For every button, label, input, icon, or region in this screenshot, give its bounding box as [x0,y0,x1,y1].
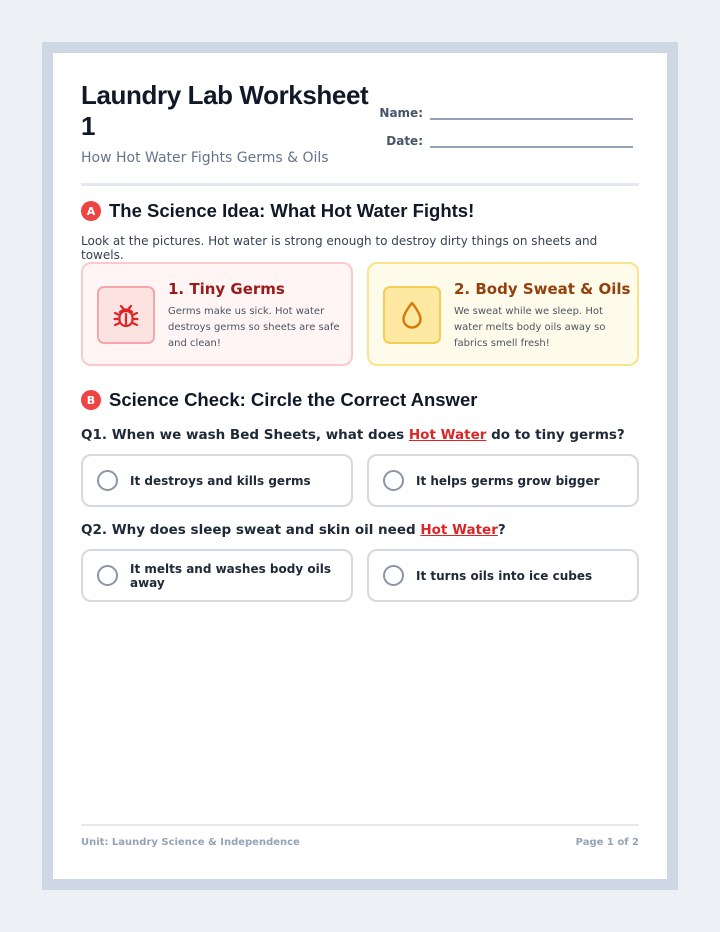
q2-option-b-label: It turns oils into ice cubes [416,568,593,583]
germs-card [81,262,353,366]
droplet-icon [383,286,441,344]
sweat-card [367,262,639,366]
question-1-highlight: Hot Water [408,427,487,443]
question-1-suffix: do to tiny germs? [486,427,625,443]
q1-option-b[interactable] [367,454,639,507]
date-field [378,130,633,148]
footer-page-number: Page 1 of 2 [575,837,639,848]
question-1-prefix: Q1. When we wash Bed Sheets, what does [81,427,409,443]
date-label: Date: [386,134,423,148]
section-a-intro: Look at the pictures. Hot water is strong enough to destroy dirty things on sheets and towels. [81,234,598,262]
name-field [378,102,633,120]
q1-option-a-label: It destroys and kills germs [130,473,311,488]
q2-option-a[interactable] [81,549,353,602]
q1-option-a[interactable] [81,454,353,507]
q2-option-a-label: It melts and washes body oils away [130,561,331,590]
question-2-prefix: Q2. Why does sleep sweat and skin oil need [81,522,421,538]
radio-circle-icon[interactable] [383,470,404,491]
germs-card-title: 1. Tiny Germs [168,280,285,298]
name-label: Name: [379,106,423,120]
section-a-badge: A [81,201,101,221]
question-1 [81,427,625,443]
question-2 [81,522,506,538]
bug-icon [97,286,155,344]
q1-option-b-label: It helps germs grow bigger [416,473,600,488]
sweat-card-title: 2. Body Sweat & Oils [454,280,631,298]
question-2-highlight: Hot Water [420,522,498,538]
sweat-card-text: We sweat while we sleep. Hot water melts body oils away so fabrics smell fresh! [454,306,606,349]
section-a-heading [81,200,474,222]
section-b-heading [81,389,477,411]
date-line[interactable] [430,130,633,148]
radio-circle-icon[interactable] [383,565,404,586]
worksheet-page [53,53,667,879]
footer-divider [81,824,639,826]
page-title: Laundry Lab Worksheet 1 [81,80,369,141]
header-divider [81,183,639,186]
section-b-badge: B [81,390,101,410]
section-b-title: Science Check: Circle the Correct Answer [109,389,478,410]
name-line[interactable] [430,102,633,120]
question-2-suffix: ? [497,522,506,538]
radio-circle-icon[interactable] [97,565,118,586]
page-subtitle: How Hot Water Fights Germs & Oils [81,150,329,166]
footer-unit: Unit: Laundry Science & Independence [81,837,300,848]
section-a-title: The Science Idea: What Hot Water Fights! [109,200,475,221]
radio-circle-icon[interactable] [97,470,118,491]
q2-option-b[interactable] [367,549,639,602]
germs-card-text: Germs make us sick. Hot water destroys germs so sheets are safe and clean! [168,306,340,349]
